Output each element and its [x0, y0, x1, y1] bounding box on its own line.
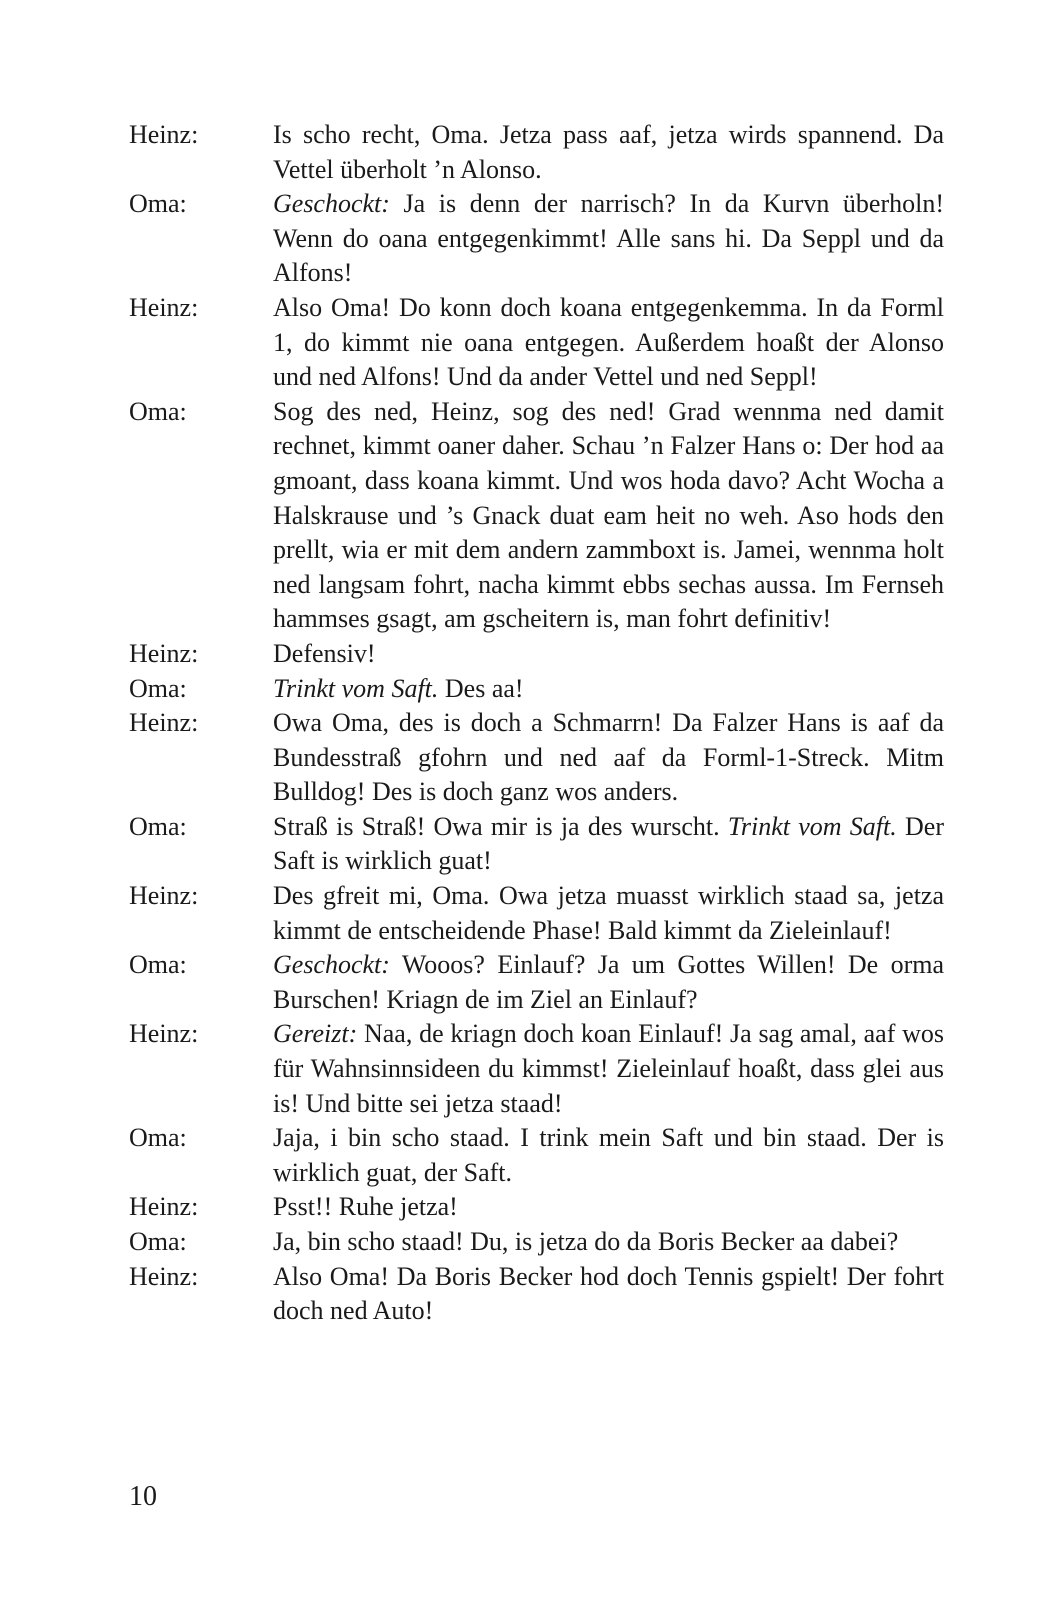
stage-direction: Geschockt: — [273, 189, 390, 219]
spoken-text: Straß is Straß! Owa mir is ja des wurscht. — [273, 811, 728, 841]
dialogue-entry — [129, 395, 944, 637]
stage-direction: Geschockt: — [273, 950, 390, 980]
dialogue-entry — [129, 118, 944, 187]
spoken-text: Wooos? Einlauf? Ja um Gottes Willen! De orma Burschen! Kriagn de im Ziel an Einlauf? — [273, 950, 944, 1014]
dialogue-entry — [129, 706, 944, 810]
dialogue-line — [273, 291, 944, 395]
stage-direction: Trinkt vom Saft. — [727, 811, 897, 841]
dialogue-entry — [129, 291, 944, 395]
dialogue-entry — [129, 637, 944, 672]
dialogue-line — [273, 810, 944, 879]
speaker-name: Heinz: — [129, 638, 199, 668]
speaker-name: Heinz: — [129, 1261, 199, 1291]
speaker-name: Oma: — [129, 1123, 187, 1153]
dialogue-line — [273, 1121, 944, 1190]
stage-direction: Trinkt vom Saft. — [273, 673, 439, 703]
spoken-text: Des gfreit mi, Oma. Owa jetza muasst wirklich staad sa, jetza kimmt de entscheidende Phase! Bald kimmt da Zieleinlauf! — [273, 881, 944, 945]
dialogue-entry — [129, 1017, 944, 1121]
spoken-text: Psst!! Ruhe jetza! — [273, 1192, 458, 1222]
dialogue-entry — [129, 1121, 944, 1190]
dialogue-line — [273, 637, 944, 672]
spoken-text: Ja is denn der narrisch? In da Kurvn überholn! Wenn do oana entgegenkimmt! Alle sans hi. Da Seppl und da Alfons! — [273, 189, 944, 288]
dialogue-line — [273, 1017, 944, 1121]
speaker-name: Heinz: — [129, 1019, 199, 1049]
spoken-text: Sog des ned, Heinz, sog des ned! Grad wennma ned damit rechnet, kimmt oaner daher. Schau ’n Falzer Hans o: Der hod aa gmoant, dass koana kimmt. Und wos hoda davo? Acht Wocha a Halskrause und ’s Gnack duat eam heit no weh. Aso hods den prellt, wia er mit dem andern zammboxt is. Jamei, wennma holt ned langsam fohrt, nacha kimmt ebbs sechas aussa. Im Fernseh hammses gsagt, am gscheitern is, man fohrt definitiv! — [273, 396, 944, 634]
spoken-text: Defensiv! — [273, 638, 376, 668]
dialogue-entry — [129, 1225, 944, 1260]
spoken-text: Jaja, i bin scho staad. I trink mein Saft und bin staad. Der is wirklich guat, der Saft. — [273, 1123, 944, 1187]
dialogue-entry — [129, 948, 944, 1017]
dialogue-line — [273, 948, 944, 1017]
page-number: 10 — [129, 1481, 157, 1512]
spoken-text: Der Saft is wirklich guat! — [273, 811, 944, 876]
spoken-text: Is scho recht, Oma. Jetza pass aaf, jetza wirds spannend. Da Vettel überholt ’n Alonso. — [273, 120, 944, 184]
speaker-name: Heinz: — [129, 120, 199, 149]
dialogue-line — [273, 1190, 944, 1225]
dialogue-entry — [129, 879, 944, 948]
dialogue-entry — [129, 1190, 944, 1225]
spoken-text: Des aa! — [438, 673, 524, 703]
stage-direction: Gereizt: — [273, 1019, 358, 1049]
dialogue-line — [273, 879, 944, 948]
dialogue-line — [273, 1225, 944, 1260]
dialogue-entry — [129, 1260, 944, 1329]
speaker-name: Oma: — [129, 189, 187, 219]
spoken-text: Naa, de kriagn doch koan Einlauf! Ja sag amal, aaf wos für Wahnsinnsideen du kimmst! Zieleinlauf hoaßt, dass glei aus is! Und bitte sei jetza staad! — [273, 1019, 944, 1118]
dialogue-entry — [129, 672, 944, 707]
dialogue-line — [273, 1260, 944, 1329]
dialogue-line — [273, 187, 944, 291]
speaker-name: Oma: — [129, 950, 187, 980]
dialogue-entry — [129, 187, 944, 291]
dialogue-line — [273, 672, 944, 707]
dialogue-line — [273, 395, 944, 637]
spoken-text: Also Oma! Do konn doch koana entgegenkemma. In da Forml 1, do kimmt nie oana entgegen. Außerdem hoaßt der Alonso und ned Alfons! Und da ander Vettel und ned Seppl! — [273, 292, 944, 392]
dialogue-script — [129, 118, 944, 1329]
speaker-name: Oma: — [129, 396, 187, 426]
spoken-text: Also Oma! Da Boris Becker hod doch Tennis gspielt! Der fohrt doch ned Auto! — [273, 1261, 944, 1326]
spoken-text: Ja, bin scho staad! Du, is jetza do da Boris Becker aa dabei? — [273, 1227, 899, 1256]
dialogue-line — [273, 118, 944, 187]
speaker-name: Oma: — [129, 673, 187, 703]
dialogue-line — [273, 706, 944, 810]
dialogue-entry — [129, 810, 944, 879]
spoken-text: Owa Oma, des is doch a Schmarrn! Da Falzer Hans is aaf da Bundesstraß gfohrn und ned aaf da Forml-1-Streck. Mitm Bulldog! Des is doch ganz wos anders. — [273, 708, 944, 807]
speaker-name: Heinz: — [129, 708, 199, 738]
speaker-name: Oma: — [129, 811, 187, 841]
speaker-name: Heinz: — [129, 1192, 199, 1222]
speaker-name: Oma: — [129, 1227, 187, 1256]
speaker-name: Heinz: — [129, 881, 199, 911]
speaker-name: Heinz: — [129, 292, 199, 322]
